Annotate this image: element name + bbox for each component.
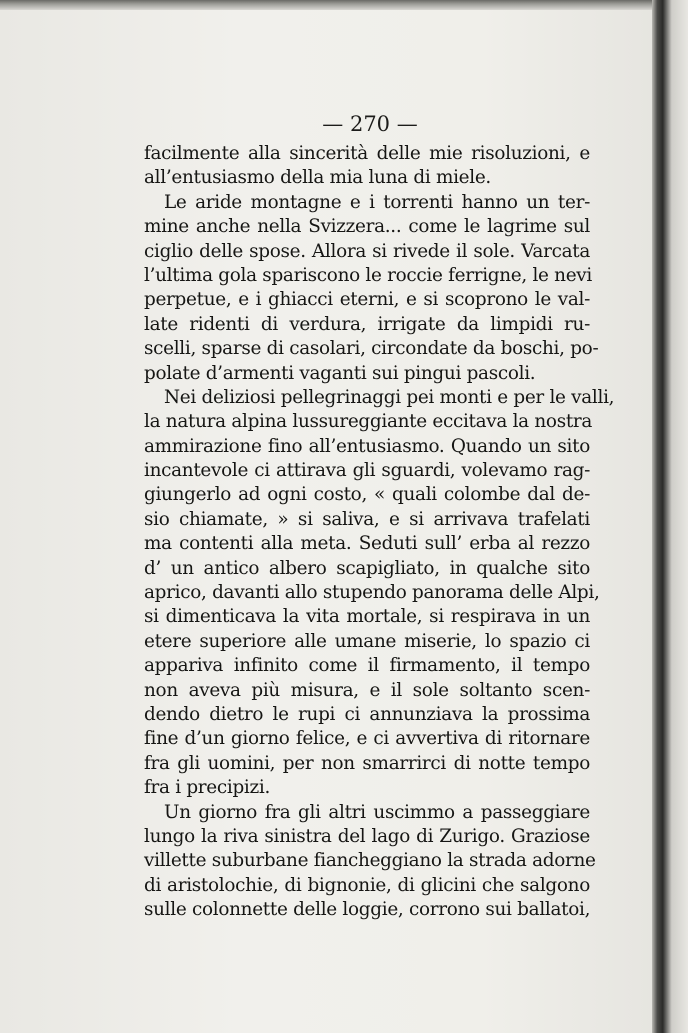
text-line: all’entusiasmo della mia luna di miele.: [144, 167, 491, 189]
text-line: ma contenti alla meta. Seduti sull’ erba al rezzo: [144, 533, 590, 555]
body-text: [144, 142, 615, 923]
text-line: fra gli uomini, per non smarrirci di notte tempo: [144, 752, 590, 774]
text-line: appariva infinito come il firmamento, il tempo: [144, 655, 590, 677]
text-line: si dimenticava la vita mortale, si respirava in un: [144, 606, 590, 628]
text-line: non aveva più misura, e il sole soltanto scen-: [144, 679, 590, 701]
text-line: perpetue, e i ghiacci eterni, e si scoprono le val-: [144, 289, 590, 311]
page-top-edge: [0, 0, 688, 10]
text-line: la natura alpina lussureggiante eccitava la nostra: [144, 411, 593, 433]
text-line: giungerlo ad ogni costo, « quali colombe dal de-: [144, 484, 590, 506]
text-line: mine anche nella Svizzera... come le lagrime sul: [144, 216, 590, 238]
text-line: ciglio delle spose. Allora si rivede il sole. Varcata: [144, 240, 590, 262]
text-line: Nei deliziosi pellegrinaggi pei monti e per le valli,: [164, 386, 615, 408]
text-line: sulle colonnette delle loggie, corrono sui ballatoi,: [144, 899, 591, 921]
text-line: dendo dietro le rupi ci annunziava la prossima: [144, 703, 590, 725]
text-line: incantevole ci attirava gli sguardi, volevamo rag-: [144, 460, 590, 482]
text-line: sio chiamate, » si saliva, e si arrivava trafelati: [144, 508, 590, 530]
text-line: scelli, sparse di casolari, circondate da boschi, po-: [144, 338, 599, 360]
text-line: etere superiore alle umane miserie, lo spazio ci: [144, 630, 590, 652]
text-line: di aristolochie, di bignonie, di glicini che salgono: [144, 874, 590, 896]
text-line: l’ultima gola spariscono le roccie ferrigne, le nevi: [144, 264, 592, 286]
text-line: fra i precipizi.: [144, 777, 271, 799]
text-line: aprico, davanti allo stupendo panorama delle Alpi,: [144, 582, 600, 604]
text-line: fine d’un giorno felice, e ci avvertiva di ritornare: [144, 728, 590, 750]
page-binding-edge: [652, 0, 688, 1033]
page-number: — 270 —: [322, 112, 418, 136]
text-line: Le aride montagne e i torrenti hanno un ter-: [164, 191, 590, 213]
text-line: villette suburbane fiancheggiano la strada adorne: [144, 850, 596, 872]
text-line: d’ un antico albero scapigliato, in qualche sito: [144, 557, 590, 579]
text-line: facilmente alla sincerità delle mie risoluzioni, e: [144, 143, 590, 164]
text-line: ammirazione fino all’entusiasmo. Quando un sito: [144, 435, 590, 457]
text-line: late ridenti di verdura, irrigate da limpidi ru-: [144, 313, 590, 335]
text-line: Un giorno fra gli altri uscimmo a passeggiare: [164, 801, 590, 823]
text-line: lungo la riva sinistra del lago di Zurigo. Graziose: [144, 825, 590, 847]
text-line: polate d’armenti vaganti sui pingui pascoli.: [144, 362, 536, 384]
